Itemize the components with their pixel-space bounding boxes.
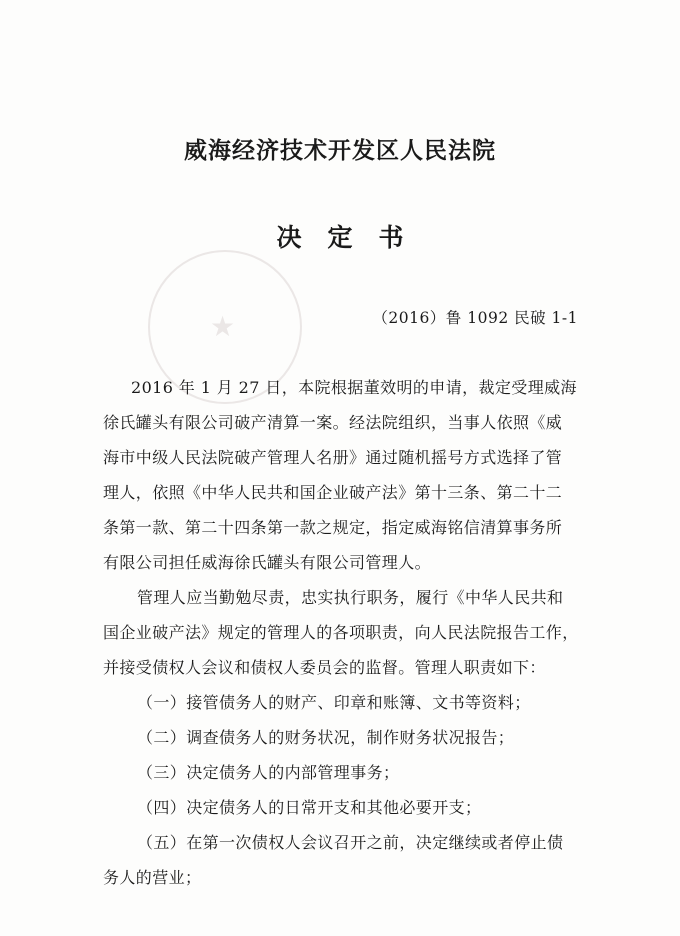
body-line: 理人，依照《中华人民共和国企业破产法》第十三条、第二十二 (103, 483, 563, 502)
document-title: 决定书 (276, 223, 430, 252)
body-line: 2016 年 1 月 27 日，本院根据董效明的申请，裁定受理威海 (131, 378, 577, 397)
list-item: （四）决定债务人的日常开支和其他必要开支； (137, 798, 482, 817)
court-name: 威海经济技术开发区人民法院 (184, 138, 496, 164)
list-item: （二）调查债务人的财务状况，制作财务状况报告； (137, 728, 515, 747)
list-item: （五）在第一次债权人会议召开之前，决定继续或者停止债 (137, 833, 564, 852)
body-line: 条第一款、第二十四条第一款之规定，指定威海铭信清算事务所 (103, 518, 563, 537)
list-item: （一）接管债务人的财产、印章和账簿、文书等资料； (137, 693, 531, 712)
body-line: 国企业破产法》规定的管理人的各项职责，向人民法院报告工作， (103, 623, 579, 642)
body-line: 并接受债权人会议和债权人委员会的监督。管理人职责如下： (103, 658, 546, 677)
body-line: 管理人应当勤勉尽责，忠实执行职务，履行《中华人民共和 (137, 588, 564, 607)
body-line: 徐氏罐头有限公司破产清算一案。经法院组织，当事人依照《威 (103, 413, 563, 432)
list-item-continuation: 务人的营业； (103, 868, 202, 887)
case-number: （2016）鲁 1092 民破 1-1 (372, 309, 578, 327)
body-line: 有限公司担任威海徐氏罐头有限公司管理人。 (103, 553, 432, 572)
body-line: 海市中级人民法院破产管理人名册》通过随机摇号方式选择了管 (103, 448, 563, 467)
list-item: （三）决定债务人的内部管理事务； (137, 763, 400, 782)
star-icon: ★ (210, 310, 236, 343)
